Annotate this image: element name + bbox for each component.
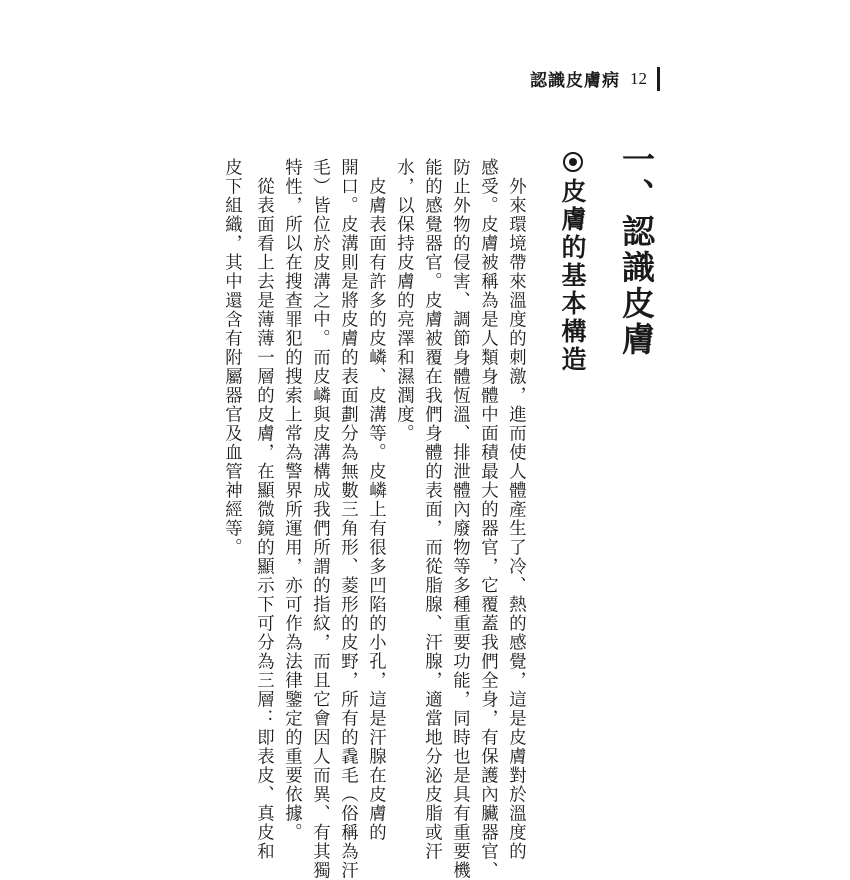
running-title: 認識皮膚病 [530,71,620,91]
body-line-1: 外來環境帶來溫度的刺激，進而使人體產生了冷、熱的感覺，這是皮膚對於溫度的 [505,158,526,861]
body-line-10: 從表面看上去是薄薄一層的皮膚，在顯微鏡的顯示下可分為三層：即表皮、真皮和 [253,158,274,861]
body-line-8: 毛）皆位於皮溝之中。而皮嶙與皮溝構成我們所謂的指紋，而且它會因人而異、有其獨 [309,158,330,880]
body-line-5: 水，以保持皮膚的亮澤和濕潤度。 [393,158,414,443]
chapter-title: 一、認識皮膚 [617,142,656,358]
body-line-9: 特性，所以在搜查罪犯的搜索上常為警界所運用，亦可作為法律鑒定的重要依據。 [281,158,302,842]
running-header [530,66,660,91]
body-line-6: 皮膚表面有許多的皮嶙、皮溝等。皮嶙上有很多凹陷的小孔，這是汗腺在皮膚的 [365,158,386,842]
body-line-4: 能的感覺器官。皮膚被覆在我們身體的表面，而從脂腺、汗腺，適當地分泌皮脂或汗 [421,158,442,861]
header-rule [657,67,660,91]
body-line-2: 感受。皮膚被稱為是人類身體中面積最大的器官，它覆蓋我們全身，有保護內臟器官、 [477,158,498,880]
body-line-3: 防止外物的侵害、調節身體恆溫、排泄體內廢物等多種重要功能，同時也是具有重要機 [449,158,470,880]
section-heading-text: 皮膚的基本構造 [558,178,587,374]
page-number: 12 [630,68,647,88]
body-line-7: 開口。皮溝則是將皮膚的表面劃分為無數三角形、菱形的皮野，所有的毳毛（俗稱為汗 [337,158,358,880]
body-line-11: 皮下組織，其中還含有附屬器官及血管神經等。 [221,158,242,557]
circled-dot-icon [563,152,583,172]
section-heading [560,152,585,374]
